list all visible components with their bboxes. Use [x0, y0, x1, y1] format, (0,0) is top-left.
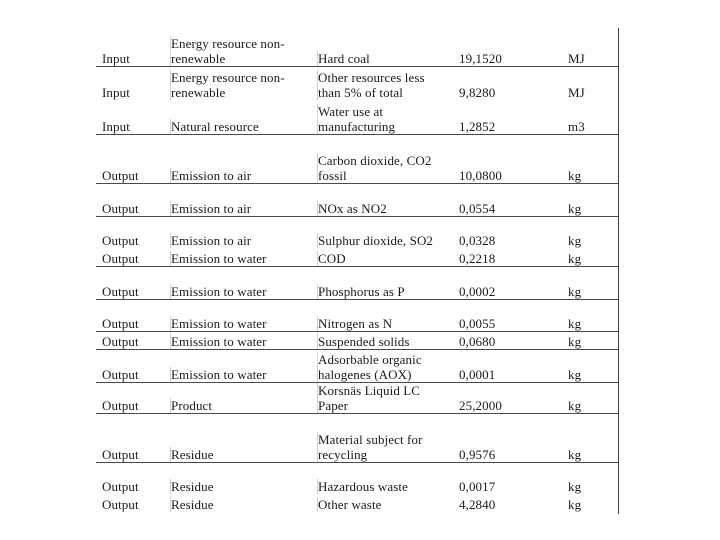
category-cell: Emission to air	[171, 168, 252, 183]
amount-cell: 0,0055	[459, 316, 496, 331]
category-cell: Residue	[171, 447, 214, 462]
unit-cell: kg	[568, 447, 582, 462]
table-row	[96, 299, 618, 332]
substance-cell: Nitrogen as N	[318, 316, 393, 331]
table-row	[96, 494, 618, 512]
amount-cell: 0,9576	[459, 447, 496, 462]
unit-cell: kg	[568, 479, 582, 494]
amount-cell: 19,1520	[459, 51, 502, 66]
unit-cell: kg	[568, 233, 582, 248]
amount-cell: 10,0800	[459, 168, 502, 183]
flow-type-cell: Output	[102, 497, 139, 512]
amount-cell: 0,0328	[459, 233, 496, 248]
substance-cell: Other resources less than 5% of total	[318, 70, 425, 100]
category-cell: Emission to water	[171, 367, 267, 382]
amount-cell: 1,2852	[459, 119, 496, 134]
unit-cell: kg	[568, 398, 582, 413]
table-row	[96, 183, 618, 217]
amount-cell: 0,0001	[459, 367, 496, 382]
unit-cell: m3	[568, 119, 585, 134]
substance-cell: Hard coal	[318, 51, 370, 66]
category-cell: Energy resource non- renewable	[171, 70, 285, 100]
substance-cell: Hazardous waste	[318, 479, 408, 494]
unit-cell: kg	[568, 367, 582, 382]
flow-type-cell: Input	[102, 85, 130, 100]
substance-cell: Korsnäs Liquid LC Paper	[318, 383, 421, 413]
amount-cell: 0,2218	[459, 251, 496, 266]
flow-type-cell: Output	[102, 367, 139, 382]
flow-type-cell: Input	[102, 51, 130, 66]
unit-cell: kg	[568, 497, 582, 512]
category-cell: Emission to air	[171, 233, 252, 248]
amount-cell: 0,0680	[459, 334, 496, 349]
table-row	[96, 462, 618, 494]
flow-type-cell: Output	[102, 168, 139, 183]
table-row	[96, 216, 618, 248]
category-cell: Natural resource	[171, 119, 259, 134]
flow-type-cell: Output	[102, 284, 139, 299]
category-cell: Emission to air	[171, 201, 252, 216]
unit-cell: kg	[568, 168, 582, 183]
flow-type-cell: Input	[102, 119, 130, 134]
amount-cell: 0,0017	[459, 479, 496, 494]
category-cell: Emission to water	[171, 284, 267, 299]
table-row	[96, 266, 618, 300]
table-row	[96, 66, 618, 100]
substance-cell: NOx as NO2	[318, 201, 387, 216]
category-cell: Residue	[171, 479, 214, 494]
amount-cell: 0,0554	[459, 201, 496, 216]
unit-cell: kg	[568, 334, 582, 349]
flow-type-cell: Output	[102, 398, 139, 413]
unit-cell: MJ	[568, 51, 585, 66]
table-row	[96, 248, 618, 267]
table-row	[96, 100, 618, 135]
unit-cell: kg	[568, 284, 582, 299]
table-row	[96, 382, 618, 414]
unit-cell: kg	[568, 251, 582, 266]
flow-type-cell: Output	[102, 479, 139, 494]
substance-cell: COD	[318, 251, 346, 266]
amount-cell: 4,2840	[459, 497, 496, 512]
substance-cell: Sulphur dioxide, SO2	[318, 233, 434, 248]
category-cell: Energy resource non- renewable	[171, 36, 285, 66]
category-cell: Emission to water	[171, 316, 267, 331]
substance-cell: Material subject for recycling	[318, 432, 423, 462]
table-row	[96, 413, 618, 463]
unit-cell: kg	[568, 201, 582, 216]
substance-cell: Adsorbable organic halogenes (AOX)	[318, 352, 422, 382]
lca-inventory-table	[96, 28, 619, 514]
flow-type-cell: Output	[102, 447, 139, 462]
substance-cell: Phosphorus as P	[318, 284, 405, 299]
table-row	[96, 28, 618, 67]
flow-type-cell: Output	[102, 251, 139, 266]
unit-cell: MJ	[568, 85, 585, 100]
category-cell: Emission to water	[171, 251, 267, 266]
table-row	[96, 134, 618, 184]
flow-type-cell: Output	[102, 316, 139, 331]
amount-cell: 25,2000	[459, 398, 502, 413]
category-cell: Residue	[171, 497, 214, 512]
amount-cell: 9,8280	[459, 85, 496, 100]
substance-cell: Carbon dioxide, CO2 fossil	[318, 153, 432, 183]
unit-cell: kg	[568, 316, 582, 331]
table-row	[96, 349, 618, 383]
substance-cell: Other waste	[318, 497, 382, 512]
flow-type-cell: Output	[102, 334, 139, 349]
amount-cell: 0,0002	[459, 284, 496, 299]
category-cell: Emission to water	[171, 334, 267, 349]
substance-cell: Suspended solids	[318, 334, 410, 349]
category-cell: Product	[171, 398, 213, 413]
substance-cell: Water use at manufacturing	[318, 104, 396, 134]
flow-type-cell: Output	[102, 233, 139, 248]
table-row	[96, 331, 618, 350]
flow-type-cell: Output	[102, 201, 139, 216]
